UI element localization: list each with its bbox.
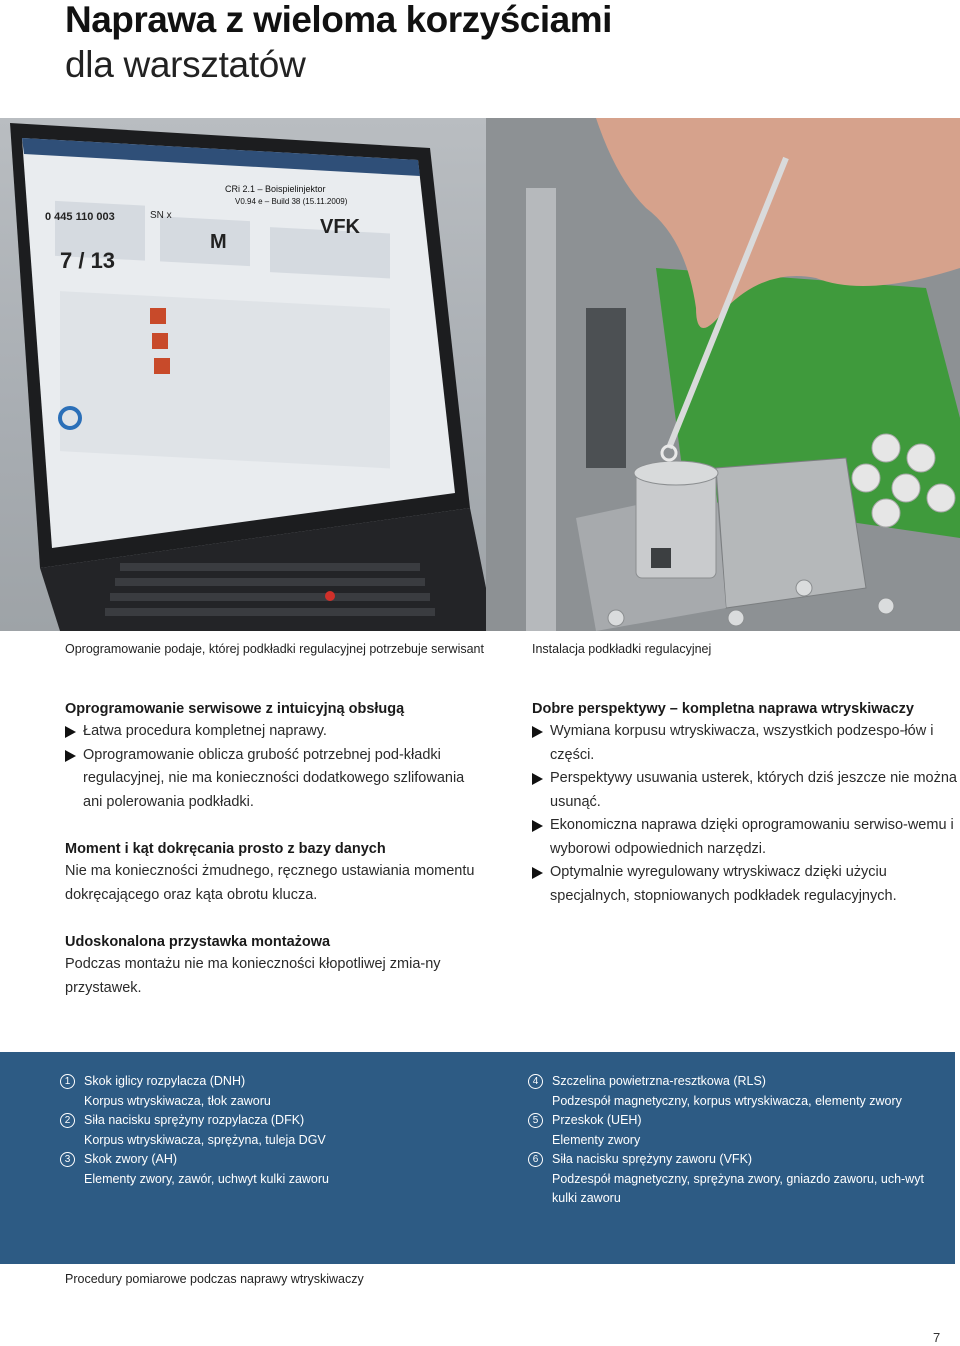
- bullet-text: Łatwa procedura kompletnej naprawy.: [83, 723, 327, 739]
- mounting-heading: Udoskonalona przystawka montażowa: [65, 934, 331, 950]
- list-item: [65, 720, 485, 744]
- torque-section: [65, 838, 485, 907]
- arrow-bullet-icon: [532, 773, 543, 785]
- prospects-bullet-list: [532, 720, 960, 908]
- arrow-bullet-icon: [532, 726, 543, 738]
- bullet-text: Optymalnie wyregulowany wtryskiwacz dzięki użyciu specjalnych, stopniowanych podkładek regulacyjnych.: [550, 864, 897, 904]
- legend-item-title: Siła nacisku sprężyny zaworu (VFK): [552, 1152, 753, 1166]
- screen-counter: 7 / 13: [60, 248, 116, 273]
- mounting-text: Podczas montażu nie ma konieczności kłopotliwej zmia-ny przystawek.: [65, 956, 441, 996]
- list-item: [532, 814, 960, 861]
- number-circle-icon: 1: [60, 1074, 75, 1089]
- laptop-photo: [0, 118, 486, 631]
- number-circle-icon: 5: [528, 1113, 543, 1128]
- bullet-text: Ekonomiczna naprawa dzięki oprogramowaniu serwiso-wemu i wyborowi odpowiednich narzędzi.: [550, 817, 954, 857]
- legend-item: [528, 1150, 948, 1209]
- number-circle-icon: 6: [528, 1152, 543, 1167]
- legend-column-left: [60, 1072, 480, 1189]
- software-section: [65, 698, 485, 814]
- screen-code: VFK: [320, 216, 360, 238]
- legend-item-title: Szczelina powietrzna-resztkowa (RLS): [552, 1074, 766, 1088]
- measurement-legend-panel: [0, 1052, 955, 1264]
- torque-text: Nie ma konieczności żmudnego, ręcznego ustawiania momentu dokręcającego oraz kąta obrotu klucza.: [65, 863, 475, 903]
- injector-illustration: [486, 118, 960, 631]
- software-heading: Oprogramowanie serwisowe z intuicyjną obsługą: [65, 701, 405, 717]
- list-item: [65, 744, 485, 815]
- legend-item: [528, 1072, 948, 1111]
- prospects-heading: Dobre perspektywy – kompletna naprawa wtryskiwaczy: [532, 701, 914, 717]
- screen-part-number: 0 445 110 003: [45, 211, 115, 223]
- legend-item-desc: Podzespół magnetyczny, sprężyna zwory, gniazdo zaworu, uch-wyt kulki zaworu: [552, 1171, 924, 1205]
- screen-subheader: V0.94 e – Build 38 (15.11.2009): [235, 197, 348, 206]
- legend-item-desc: Korpus wtryskiwacza, sprężyna, tuleja DGV: [84, 1132, 326, 1147]
- arrow-bullet-icon: [532, 867, 543, 879]
- page-number: 7: [933, 1330, 941, 1345]
- software-bullet-list: [65, 720, 485, 814]
- laptop-illustration: [0, 118, 486, 631]
- number-circle-icon: 2: [60, 1113, 75, 1128]
- list-item: [532, 767, 960, 814]
- number-circle-icon: 3: [60, 1152, 75, 1167]
- legend-item-desc: Korpus wtryskiwacza, tłok zaworu: [84, 1093, 271, 1108]
- laptop-photo-caption: Oprogramowanie podaje, której podkładki regulacyjnej potrzebuje serwisant: [65, 642, 484, 656]
- legend-item: [528, 1111, 948, 1150]
- bullet-text: Oprogramowanie oblicza grubość potrzebnej pod-kładki regulacyjnej, nie ma konieczności dodatkowego szlifowania ani polerowania podkładki.: [83, 746, 465, 810]
- bullet-text: Wymiana korpusu wtryskiwacza, wszystkich podzespo-łów i części.: [550, 723, 934, 763]
- legend-item-title: Skok zwory (AH): [84, 1152, 178, 1166]
- bullet-text: Perspektywy usuwania usterek, których dziś jeszcze nie można usunąć.: [550, 770, 957, 810]
- page-title: Naprawa z wieloma korzyściami: [65, 0, 612, 40]
- injector-photo-caption: Instalacja podkładki regulacyjnej: [532, 642, 712, 656]
- screen-letter: M: [210, 231, 227, 253]
- legend-item-title: Skok iglicy rozpylacza (DNH): [84, 1074, 246, 1088]
- legend-item-desc: Elementy zwory, zawór, uchwyt kulki zaworu: [84, 1171, 329, 1186]
- legend-item: [60, 1072, 480, 1111]
- arrow-bullet-icon: [65, 750, 76, 762]
- prospects-section: [532, 698, 960, 908]
- list-item: [532, 720, 960, 767]
- legend-item-desc: Podzespół magnetyczny, korpus wtryskiwacza, elementy zwory: [552, 1093, 902, 1108]
- legend-item-desc: Elementy zwory: [552, 1132, 641, 1147]
- number-circle-icon: 4: [528, 1074, 543, 1089]
- list-item: [532, 861, 960, 908]
- injector-photo: [486, 118, 960, 631]
- screen-serial: SN x: [150, 210, 172, 221]
- legend-item-title: Przeskok (UEH): [552, 1113, 642, 1127]
- legend-item: [60, 1111, 480, 1150]
- arrow-bullet-icon: [65, 726, 76, 738]
- legend-item: [60, 1150, 480, 1189]
- torque-heading: Moment i kąt dokręcania prosto z bazy danych: [65, 841, 386, 857]
- legend-column-right: [528, 1072, 948, 1209]
- arrow-bullet-icon: [532, 820, 543, 832]
- legend-item-title: Siła nacisku sprężyny rozpylacza (DFK): [84, 1113, 305, 1127]
- figure-caption: Procedury pomiarowe podczas naprawy wtryskiwaczy: [65, 1272, 364, 1286]
- screen-header: CRi 2.1 – Boispielinjektor: [225, 184, 326, 194]
- mounting-section: [65, 931, 485, 1000]
- page-subtitle: dla warsztatów: [65, 44, 306, 85]
